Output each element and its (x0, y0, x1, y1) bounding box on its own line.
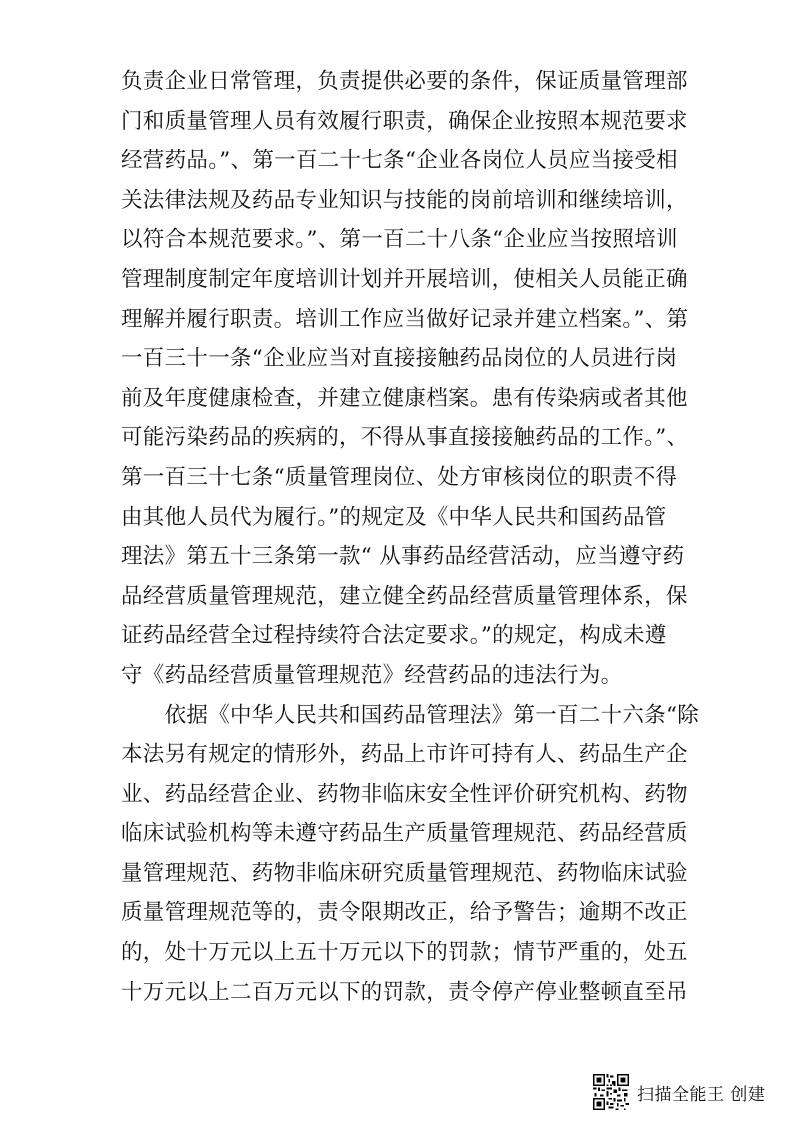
text-line: 理解并履行职责。培训工作应当做好记录并建立档案。”、第 (121, 306, 689, 332)
text-line: 关法律法规及药品专业知识与技能的岗前培训和继续培训， (121, 187, 688, 213)
text-line: 品经营质量管理规范，建立健全药品经营质量管理体系，保 (121, 583, 688, 609)
text-line: 理法》第五十三条第一款“ 从事药品经营活动，应当遵守药 (121, 544, 685, 570)
text-line: 门和质量管理人员有效履行职责，确保企业按照本规范要求 (121, 108, 688, 134)
text-line: 依据《中华人民共和国药品管理法》第一百二十六条“除 (121, 702, 700, 728)
text-line: 以符合本规范要求。”、第一百二十八条“企业应当按照培训 (121, 227, 678, 253)
text-line: 第一百三十七条“质量管理岗位、处方审核岗位的职责不得 (121, 464, 678, 490)
text-line: 十万元以上二百万元以下的罚款，责令停产停业整顿直至吊 (121, 979, 688, 1005)
qr-code-icon (593, 1074, 629, 1110)
text-line: 由其他人员代为履行。”的规定及《中华人民共和国药品管 (121, 504, 667, 530)
text-line: 经营药品。”、第一百二十七条“企业各岗位人员应当接受相 (121, 148, 678, 174)
text-line: 临床试验机构等未遵守药品生产质量管理规范、药品经营质 (121, 821, 688, 847)
text-line: 业、药品经营企业、药物非临床安全性评价研究机构、药物 (121, 781, 688, 807)
text-line: 一百三十一条“企业应当对直接接触药品岗位的人员进行岗 (121, 346, 678, 372)
document-body (121, 62, 700, 1012)
text-line: 量管理规范、药物非临床研究质量管理规范、药物临床试验 (121, 860, 688, 886)
text-line: 守《药品经营质量管理规范》经营药品的违法行为。 (121, 662, 623, 688)
scanner-watermark (593, 1072, 783, 1112)
text-line: 证药品经营全过程持续符合法定要求。”的规定，构成未遵 (121, 623, 667, 649)
text-line: 可能污染药品的疾病的，不得从事直接接触药品的工作。”、 (121, 425, 689, 451)
text-line: 管理制度制定年度培训计划并开展培训，使相关人员能正确 (121, 266, 688, 292)
text-line: 的，处十万元以上五十万元以下的罚款；情节严重的，处五 (121, 940, 688, 966)
text-line: 本法另有规定的情形外，药品上市许可持有人、药品生产企 (121, 742, 688, 768)
text-line: 负责企业日常管理，负责提供必要的条件，保证质量管理部 (121, 69, 688, 94)
text-line: 质量管理规范等的，责令限期改正，给予警告；逾期不改正 (121, 900, 688, 926)
scanner-brand-text: 扫描全能王 创建 (637, 1084, 766, 1105)
text-line: 前及年度健康检查，并建立健康档案。患有传染病或者其他 (121, 385, 688, 411)
